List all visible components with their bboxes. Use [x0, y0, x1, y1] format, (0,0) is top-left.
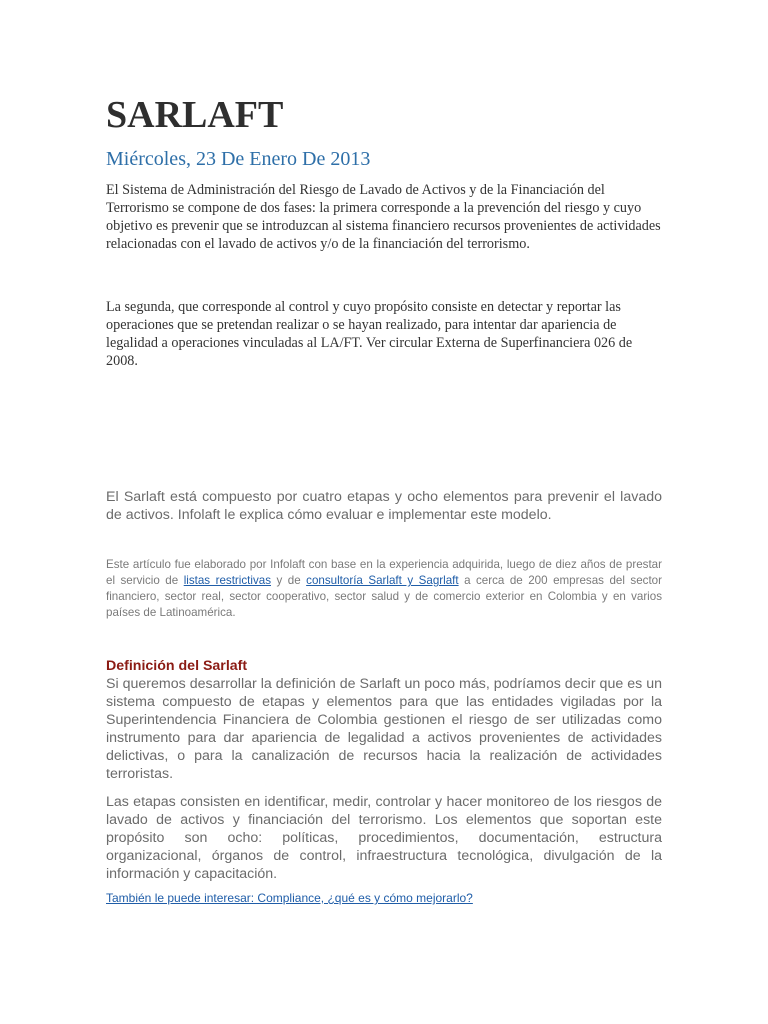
related-article-link[interactable]: También le puede interesar: Compliance, ¿qué es y cómo mejorarlo?	[106, 891, 473, 905]
author-note-text-1: Este artículo fue elaborado por Infolaft con base en la experiencia adquirida, luego de diez años de prestar el servicio de	[106, 558, 662, 587]
author-note-text-3: a cerca de 200 empresas del sector financiero, sector real, sector cooperativo, sector salud y de comercio exterior en Colombia y en varios países de Latinoamérica.	[106, 574, 662, 619]
section-heading-definition: Definición del Sarlaft	[106, 658, 248, 674]
post-date: Miércoles, 23 De Enero De 2013	[106, 148, 371, 170]
paragraph-stages: Las etapas consisten en identificar, medir, controlar y hacer monitoreo de los riesgos de lavado de activos y financiación del terrorismo. Los elementos que soportan este propósito son ocho: políticas, procedimientos, documentación, estructura organizacional, órganos de control, infraestructura tecnológica, divulgación de la información y capacitación.	[106, 794, 662, 882]
restrictive-lists-link[interactable]: listas restrictivas	[183, 574, 271, 587]
intro-paragraph: El Sarlaft está compuesto por cuatro etapas y ocho elementos para prevenir el lavado de activos. Infolaft le explica cómo evaluar e implementar este modelo.	[106, 489, 662, 523]
paragraph-prevention: El Sistema de Administración del Riesgo de Lavado de Activos y de la Financiación del Terrorismo se compone de dos fases: la primera corresponde a la prevención del riesgo y cuyo objetivo es prevenir que se introduzcan al sistema financiero recursos provenientes de actividades relacionadas con el lavado de activos y/o de la financiación del terrorismo.	[106, 182, 661, 252]
sarlaft-consulting-link[interactable]: consultoría Sarlaft y Sagrlaft	[306, 574, 459, 587]
author-note	[106, 557, 662, 621]
paragraph-definition: Si queremos desarrollar la definición de Sarlaft un poco más, podríamos decir que es un sistema compuesto de etapas y elementos para que las entidades vigiladas por la Superintendencia Financiera de Colombia gestionen el riesgo de ser utilizadas como instrumento para dar apariencia de legalidad a activos provenientes de actividades delictivas, o para la canalización de recursos hacia la realización de actividades terroristas.	[106, 676, 662, 782]
paragraph-control: La segunda, que corresponde al control y cuyo propósito consiste en detectar y reportar las operaciones que se pretendan realizar o se hayan realizado, para intentar dar apariencia de legalidad a operaciones vinculadas al LA/FT. Ver circular Externa de Superfinanciera 026 de 2008.	[106, 299, 633, 369]
author-note-text-2: y de	[271, 574, 307, 587]
page-title: SARLAFT	[106, 94, 284, 136]
related-article-line	[106, 890, 473, 906]
